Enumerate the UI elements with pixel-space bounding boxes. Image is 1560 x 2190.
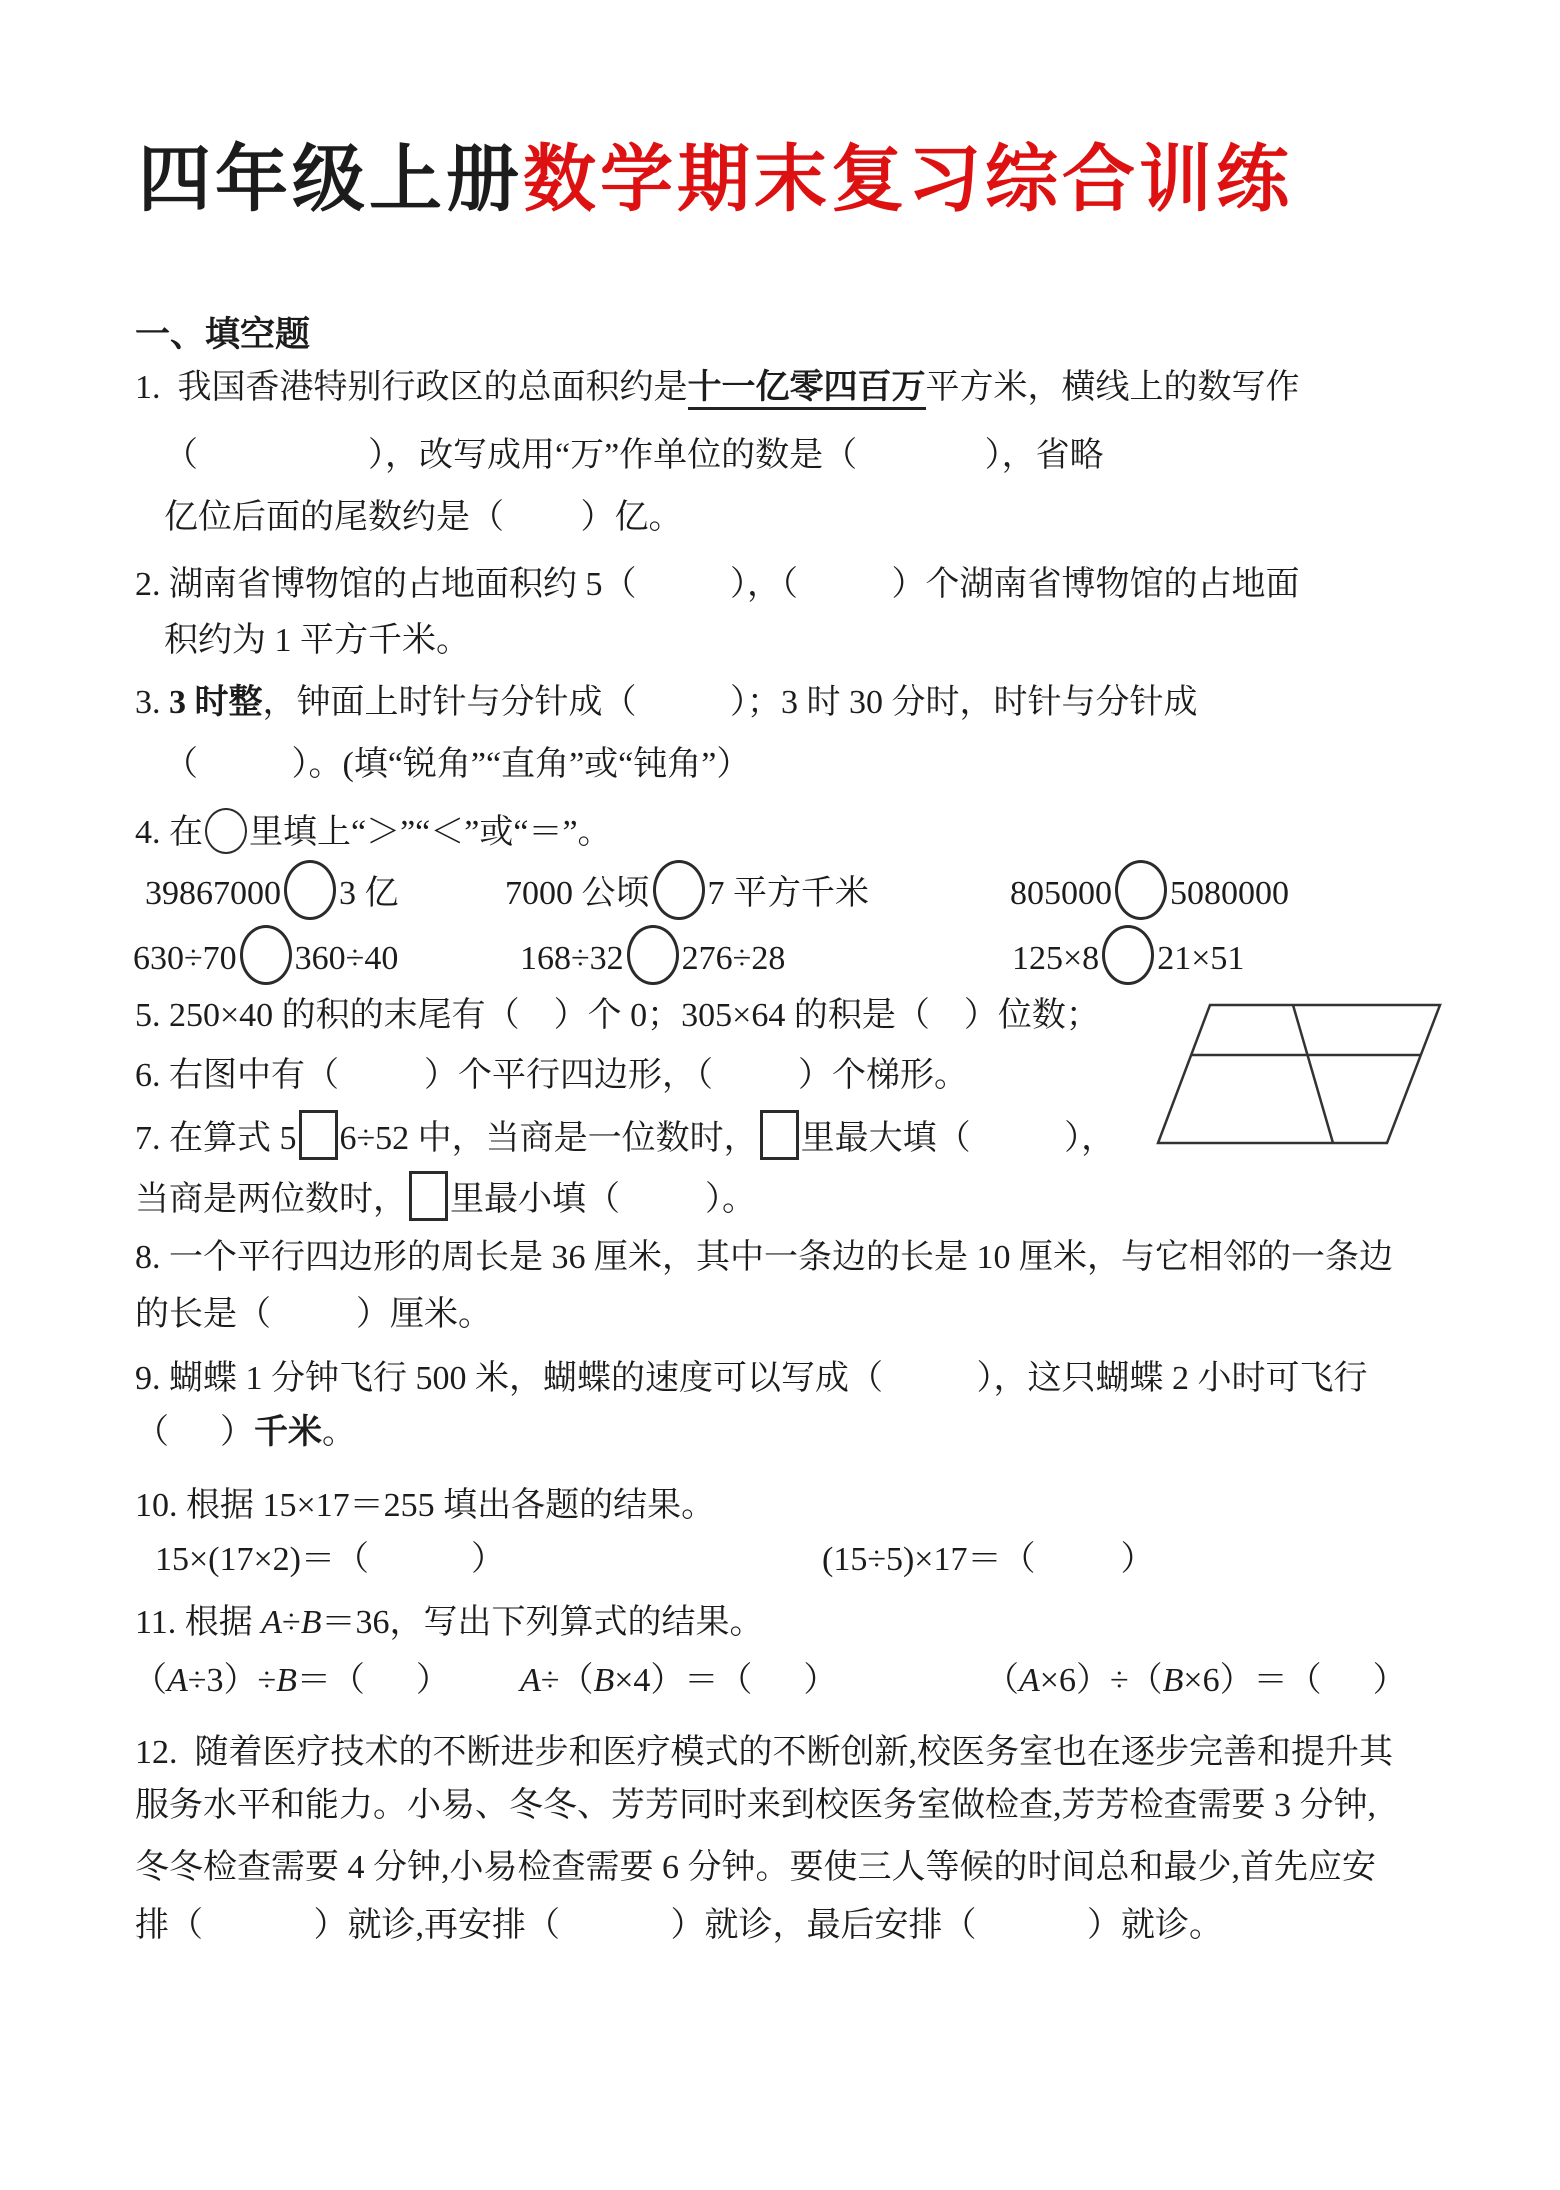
q7-text-3: 里最大填（ ）， [800, 1120, 1116, 1157]
q12-line1: 12. 随着医疗技术的不断进步和医疗模式的不断创新,校医务室也在逐步完善和提升其 [135, 1734, 1393, 1771]
q7-text-2: 6÷52 中，当商是一位数时， [339, 1120, 758, 1157]
q11-eq2 [520, 1661, 837, 1701]
compare-circle-icon [653, 860, 705, 920]
q4-r1c2-left: 7000 公顷 [505, 875, 650, 912]
blank-square-icon [409, 1171, 448, 1221]
q1-text-pre: 1. 我国香港特别行政区的总面积约是 [135, 369, 688, 406]
q12-line2: 服务水平和能力。小易、冬冬、芳芳同时来到校医务室做检查,芳芳检查需要 3 分钟, [135, 1787, 1376, 1824]
q3-line2: （ ）。(填“锐角”“直角”或“钝角”） [164, 746, 751, 783]
q4-r1-pair1 [145, 860, 399, 922]
q1-line1 [135, 368, 1300, 408]
q10-line1: 10. 根据 15×17＝255 填出各题的结果。 [135, 1487, 716, 1524]
blank-square-icon [299, 1110, 338, 1160]
compare-circle-icon [1115, 860, 1167, 920]
q3-line1 [135, 683, 1198, 723]
q4-r2c3-right: 21×51 [1157, 940, 1245, 977]
q11-divide-sign: ÷ [282, 1604, 301, 1641]
q2-line1: 2. 湖南省博物馆的占地面积约 5（ ），（ ）个湖南省博物馆的占地面 [135, 566, 1300, 603]
q4-r2c3-left: 125×8 [1012, 940, 1100, 977]
section-heading: 一、填空题 [135, 315, 311, 354]
q9-period: 。 [322, 1414, 356, 1451]
q1-line2: （ ），改写成用“万”作单位的数是（ ），省略 [164, 437, 1104, 474]
q4-text-pre: 4. 在 [135, 814, 203, 851]
q7-line2 [135, 1171, 756, 1221]
q4-r1-pair2 [505, 860, 869, 922]
page-title-red: 数学期末复习综合训练 [523, 139, 1293, 220]
q11-eq2-t1: ÷（ [540, 1662, 594, 1699]
q4-line1 [135, 808, 612, 854]
q1-line3: 亿位后面的尾数约是（ ）亿。 [164, 499, 683, 536]
q4-r2-pair3 [1012, 925, 1244, 987]
q11-eq1-t3: ＝（ ） [296, 1662, 450, 1699]
q4-r2c2-right: 276÷28 [681, 940, 786, 977]
compare-circle-icon [1102, 925, 1154, 985]
q11-eq1-var-a: A [167, 1662, 188, 1699]
q4-r1c3-left: 805000 [1010, 875, 1112, 912]
q11-eq2-var-b: B [593, 1662, 615, 1699]
compare-circle-icon [205, 808, 247, 854]
q11-eq3 [985, 1661, 1407, 1701]
q1-text-post: 平方米，横线上的数写作 [925, 369, 1300, 406]
q11-eq3-t2: ×6）÷（ [1039, 1662, 1163, 1699]
q12-line3: 冬冬检查需要 4 分钟,小易检查需要 6 分钟。要使三人等候的时间总和最少,首先应安 [135, 1849, 1376, 1886]
q3-text-rest: ，钟面上时针与分针成（ ）；3 时 30 分时，时针与分针成 [262, 684, 1198, 721]
q10-eq2: (15÷5)×17＝（ ） [822, 1541, 1155, 1578]
q6-line1: 6. 右图中有（ ）个平行四边形，（ ）个梯形。 [135, 1057, 968, 1094]
q11-eq1-var-b: B [276, 1662, 297, 1699]
compare-circle-icon [627, 925, 679, 985]
q11-eq2-var-a: A [520, 1662, 541, 1699]
q11-eq1-t1: （ [133, 1662, 167, 1699]
q11-eq1-t2: ÷3）÷ [187, 1662, 277, 1699]
q7-text-5: 里最小填（ ）。 [450, 1181, 756, 1218]
q4-r1c3-right: 5080000 [1170, 875, 1289, 912]
q4-r1c1-right: 3 亿 [339, 875, 399, 912]
q7-text-4: 当商是两位数时， [135, 1181, 407, 1218]
q7-line1 [135, 1110, 1115, 1160]
q4-r2c2-left: 168÷32 [520, 940, 624, 977]
q8-line1: 8. 一个平行四边形的周长是 36 厘米，其中一条边的长是 10 厘米，与它相邻的一条边 [135, 1239, 1393, 1276]
q11-eq2-t2: ×4）＝（ ） [614, 1662, 838, 1699]
q12-line4: 排（ ）就诊,再安排（ ）就诊，最后安排（ ）就诊。 [135, 1907, 1223, 1944]
parallelogram-slanted-divider [1293, 1005, 1333, 1143]
q11-text-pre: 11. 根据 [135, 1604, 262, 1641]
parallelogram-figure [1150, 995, 1450, 1155]
q11-text-post: ＝36，写出下列算式的结果。 [321, 1604, 764, 1641]
q9-blank: （ ） [135, 1414, 254, 1451]
q9-line1: 9. 蝴蝶 1 分钟飞行 500 米，蝴蝶的速度可以写成（ ），这只蝴蝶 2 小时可飞行 [135, 1360, 1368, 1397]
q11-eq3-t3: ×6）＝（ ） [1183, 1662, 1407, 1699]
q5-line1: 5. 250×40 的积的末尾有（ ）个 0；305×64 的积是（ ）位数； [135, 997, 1100, 1034]
q11-var-b: B [300, 1604, 322, 1641]
q7-text-1: 7. 在算式 5 [135, 1120, 297, 1157]
q11-eq3-t1: （ [985, 1662, 1019, 1699]
q11-eq3-var-a: A [1019, 1662, 1040, 1699]
q4-r2-pair1 [133, 925, 398, 987]
q4-text-post: 里填上“＞”“＜”或“＝”。 [249, 814, 612, 851]
q2-line2: 积约为 1 平方千米。 [164, 622, 470, 659]
blank-square-icon [760, 1110, 799, 1160]
q9-bold-unit: 千米 [254, 1414, 322, 1451]
q11-var-a: A [261, 1604, 283, 1641]
q4-r2c1-right: 360÷40 [294, 940, 399, 977]
q4-r2c1-left: 630÷70 [133, 940, 237, 977]
compare-circle-icon [240, 925, 292, 985]
q3-number: 3. [135, 684, 169, 721]
page-title [138, 139, 1293, 220]
q11-eq3-var-b: B [1162, 1662, 1184, 1699]
compare-circle-icon [284, 860, 336, 920]
q1-underlined-number: 十一亿零四百万 [688, 369, 926, 410]
q4-r2-pair2 [520, 925, 785, 987]
q10-eq1: 15×(17×2)＝（ ） [155, 1541, 505, 1578]
q4-r1-pair3 [1010, 860, 1289, 922]
q4-r1c1-left: 39867000 [145, 875, 281, 912]
q3-bold-time: 3 时整 [169, 684, 263, 721]
q9-line2 [135, 1413, 356, 1453]
q11-eq1 [133, 1661, 450, 1701]
page-title-black: 四年级上册 [138, 139, 523, 220]
q8-line2: 的长是（ ）厘米。 [135, 1296, 492, 1333]
q11-line1 [135, 1603, 763, 1643]
q4-r1c2-right: 7 平方千米 [707, 875, 869, 912]
